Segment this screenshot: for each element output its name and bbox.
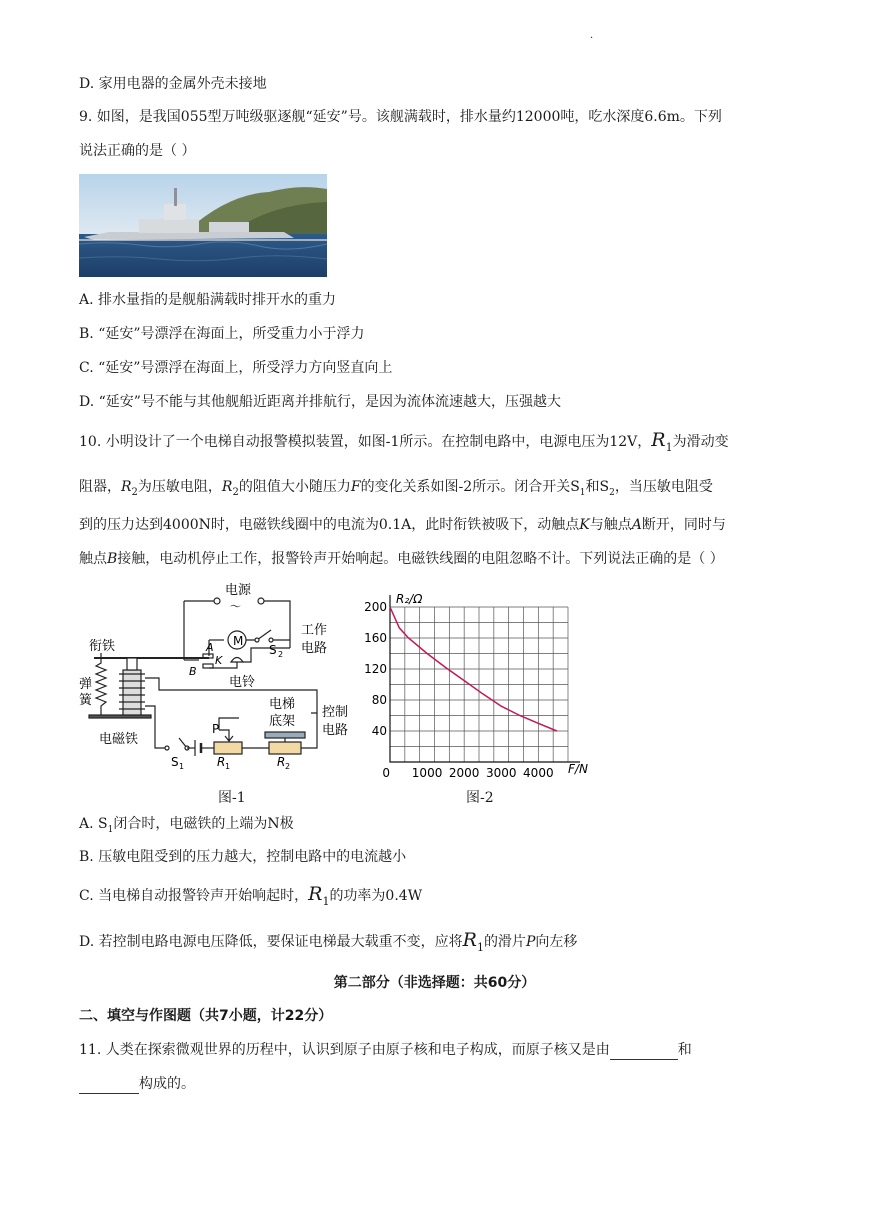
chart-x-tick-label: 0: [382, 766, 390, 780]
chart-y-tick-label: 40: [371, 724, 387, 738]
q11-line-2: 构成的。: [79, 1074, 195, 1094]
svg-text:A: A: [206, 641, 214, 654]
svg-text:R: R: [277, 755, 286, 769]
svg-text:电源: 电源: [225, 583, 252, 598]
q9-option-d: D. “延安”号不能与其他舰船近距离并排航行，是因为流体流速越大，压强越大: [79, 394, 561, 410]
svg-text:电梯: 电梯: [269, 697, 296, 712]
answer-blank-1[interactable]: [610, 1043, 678, 1060]
chart-y-tick-label: 120: [364, 662, 387, 676]
svg-text:控制: 控制: [322, 705, 349, 720]
svg-text:2: 2: [285, 762, 291, 771]
q10-option-b: B. 压敏电阻受到的压力越大，控制电路中的电流越小: [79, 849, 407, 865]
figure-2-caption: 图-2: [466, 790, 494, 806]
q10-line-4: 触点B接触，电动机停止工作，报警铃声开始响起。电磁铁线圈的电阻忽略不计。下列说法正确的是（ ）: [79, 551, 724, 567]
svg-text:弹: 弹: [79, 677, 93, 692]
chart-x-tick-label: 3000: [485, 766, 517, 780]
q9-option-c: C. “延安”号漂浮在海面上，所受浮力方向竖直向上: [79, 360, 393, 376]
q10-option-a: A. $S_1$闭合时，电磁铁的上端为N极: [79, 816, 294, 835]
figure-2-chart: [360, 585, 600, 780]
q10-option-d: D. 若控制电路电源电压降低，要保证电梯最大载重不变，应将$R_1$的滑片P向左移: [79, 929, 578, 954]
chart-grid: [390, 607, 568, 762]
svg-text:2: 2: [278, 650, 284, 659]
chart-axis: [390, 595, 580, 762]
q10-line-1: 10. 小明设计了一个电梯自动报警模拟装置，如图-1所示。在控制电路中，电源电压为12V，$R_1$为滑动变: [79, 429, 729, 454]
q10-line-2: 阻器，$R_2$为压敏电阻，$R_2$的阻值大小随压力F的变化关系如图-2所示。闭合开关$S_1$和$S_2$，当压敏电阻受: [79, 479, 713, 498]
destroyer-photo: [79, 174, 327, 277]
section-title: 二、填空与作图题（共7小题，计22分）: [79, 1008, 333, 1024]
svg-text:电铃: 电铃: [229, 675, 256, 690]
svg-text:R: R: [217, 755, 226, 769]
chart-x-tick-label: 2000: [448, 766, 480, 780]
figure-1-circuit: [79, 578, 369, 778]
chart-y-tick-label: 160: [364, 631, 387, 645]
q8-option-d: D. 家用电器的金属外壳未接地: [79, 76, 267, 92]
q9-option-a: A. 排水量指的是舰船满载时排开水的重力: [79, 292, 337, 308]
svg-text:～: ～: [230, 600, 241, 613]
svg-text:1: 1: [225, 762, 231, 771]
q10-option-c: C. 当电梯自动报警铃声开始响起时，$R_1$的功率为0.4W: [79, 883, 423, 908]
answer-blank-2[interactable]: [79, 1077, 139, 1094]
svg-text:底架: 底架: [269, 714, 296, 729]
svg-text:簧: 簧: [79, 693, 93, 708]
svg-text:P: P: [212, 722, 220, 736]
chart-x-tick-label: 1000: [411, 766, 443, 780]
svg-text:工作: 工作: [301, 623, 328, 638]
q9-stem-line-2: 说法正确的是（ ）: [79, 143, 196, 159]
figure-1-caption: 图-1: [218, 790, 246, 806]
chart-axes: [390, 595, 580, 762]
svg-text:电路: 电路: [322, 723, 349, 738]
svg-text:M: M: [233, 634, 244, 648]
svg-text:电路: 电路: [301, 641, 328, 656]
chart-y-tick-label: 80: [371, 693, 387, 707]
svg-text:S: S: [269, 643, 277, 657]
svg-text:S: S: [171, 755, 179, 769]
chart-ylabel: R₂/Ω: [396, 592, 423, 606]
chart-y-tick-label: 200: [364, 600, 387, 614]
q9-option-b: B. “延安”号漂浮在海面上，所受重力小于浮力: [79, 326, 365, 342]
q9-stem-line-1: 9. 如图，是我国055型万吨级驱逐舰“延安”号。该舰满载时，排水量约12000吨，吃水深度6.6m。下列: [79, 109, 722, 125]
svg-text:衔铁: 衔铁: [89, 639, 116, 654]
svg-text:1: 1: [179, 762, 185, 771]
svg-text:电磁铁: 电磁铁: [99, 732, 139, 747]
q10-line-3: 到的压力达到4000N时，电磁铁线圈中的电流为0.1A，此时衔铁被吸下，动触点K与触点A断开，同时与: [79, 517, 726, 533]
svg-text:B: B: [189, 665, 197, 678]
chart-x-tick-label: 4000: [523, 766, 554, 780]
chart-xlabel: F/N: [568, 762, 588, 776]
part-2-title: 第二部分（非选择题：共60分）: [333, 975, 536, 991]
q11-line-1: 11. 人类在探索微观世界的历程中，认识到原子由原子核和电子构成，而原子核又是由 和: [79, 1042, 692, 1058]
svg-text:K: K: [215, 654, 223, 667]
page-mark: .: [590, 30, 594, 41]
